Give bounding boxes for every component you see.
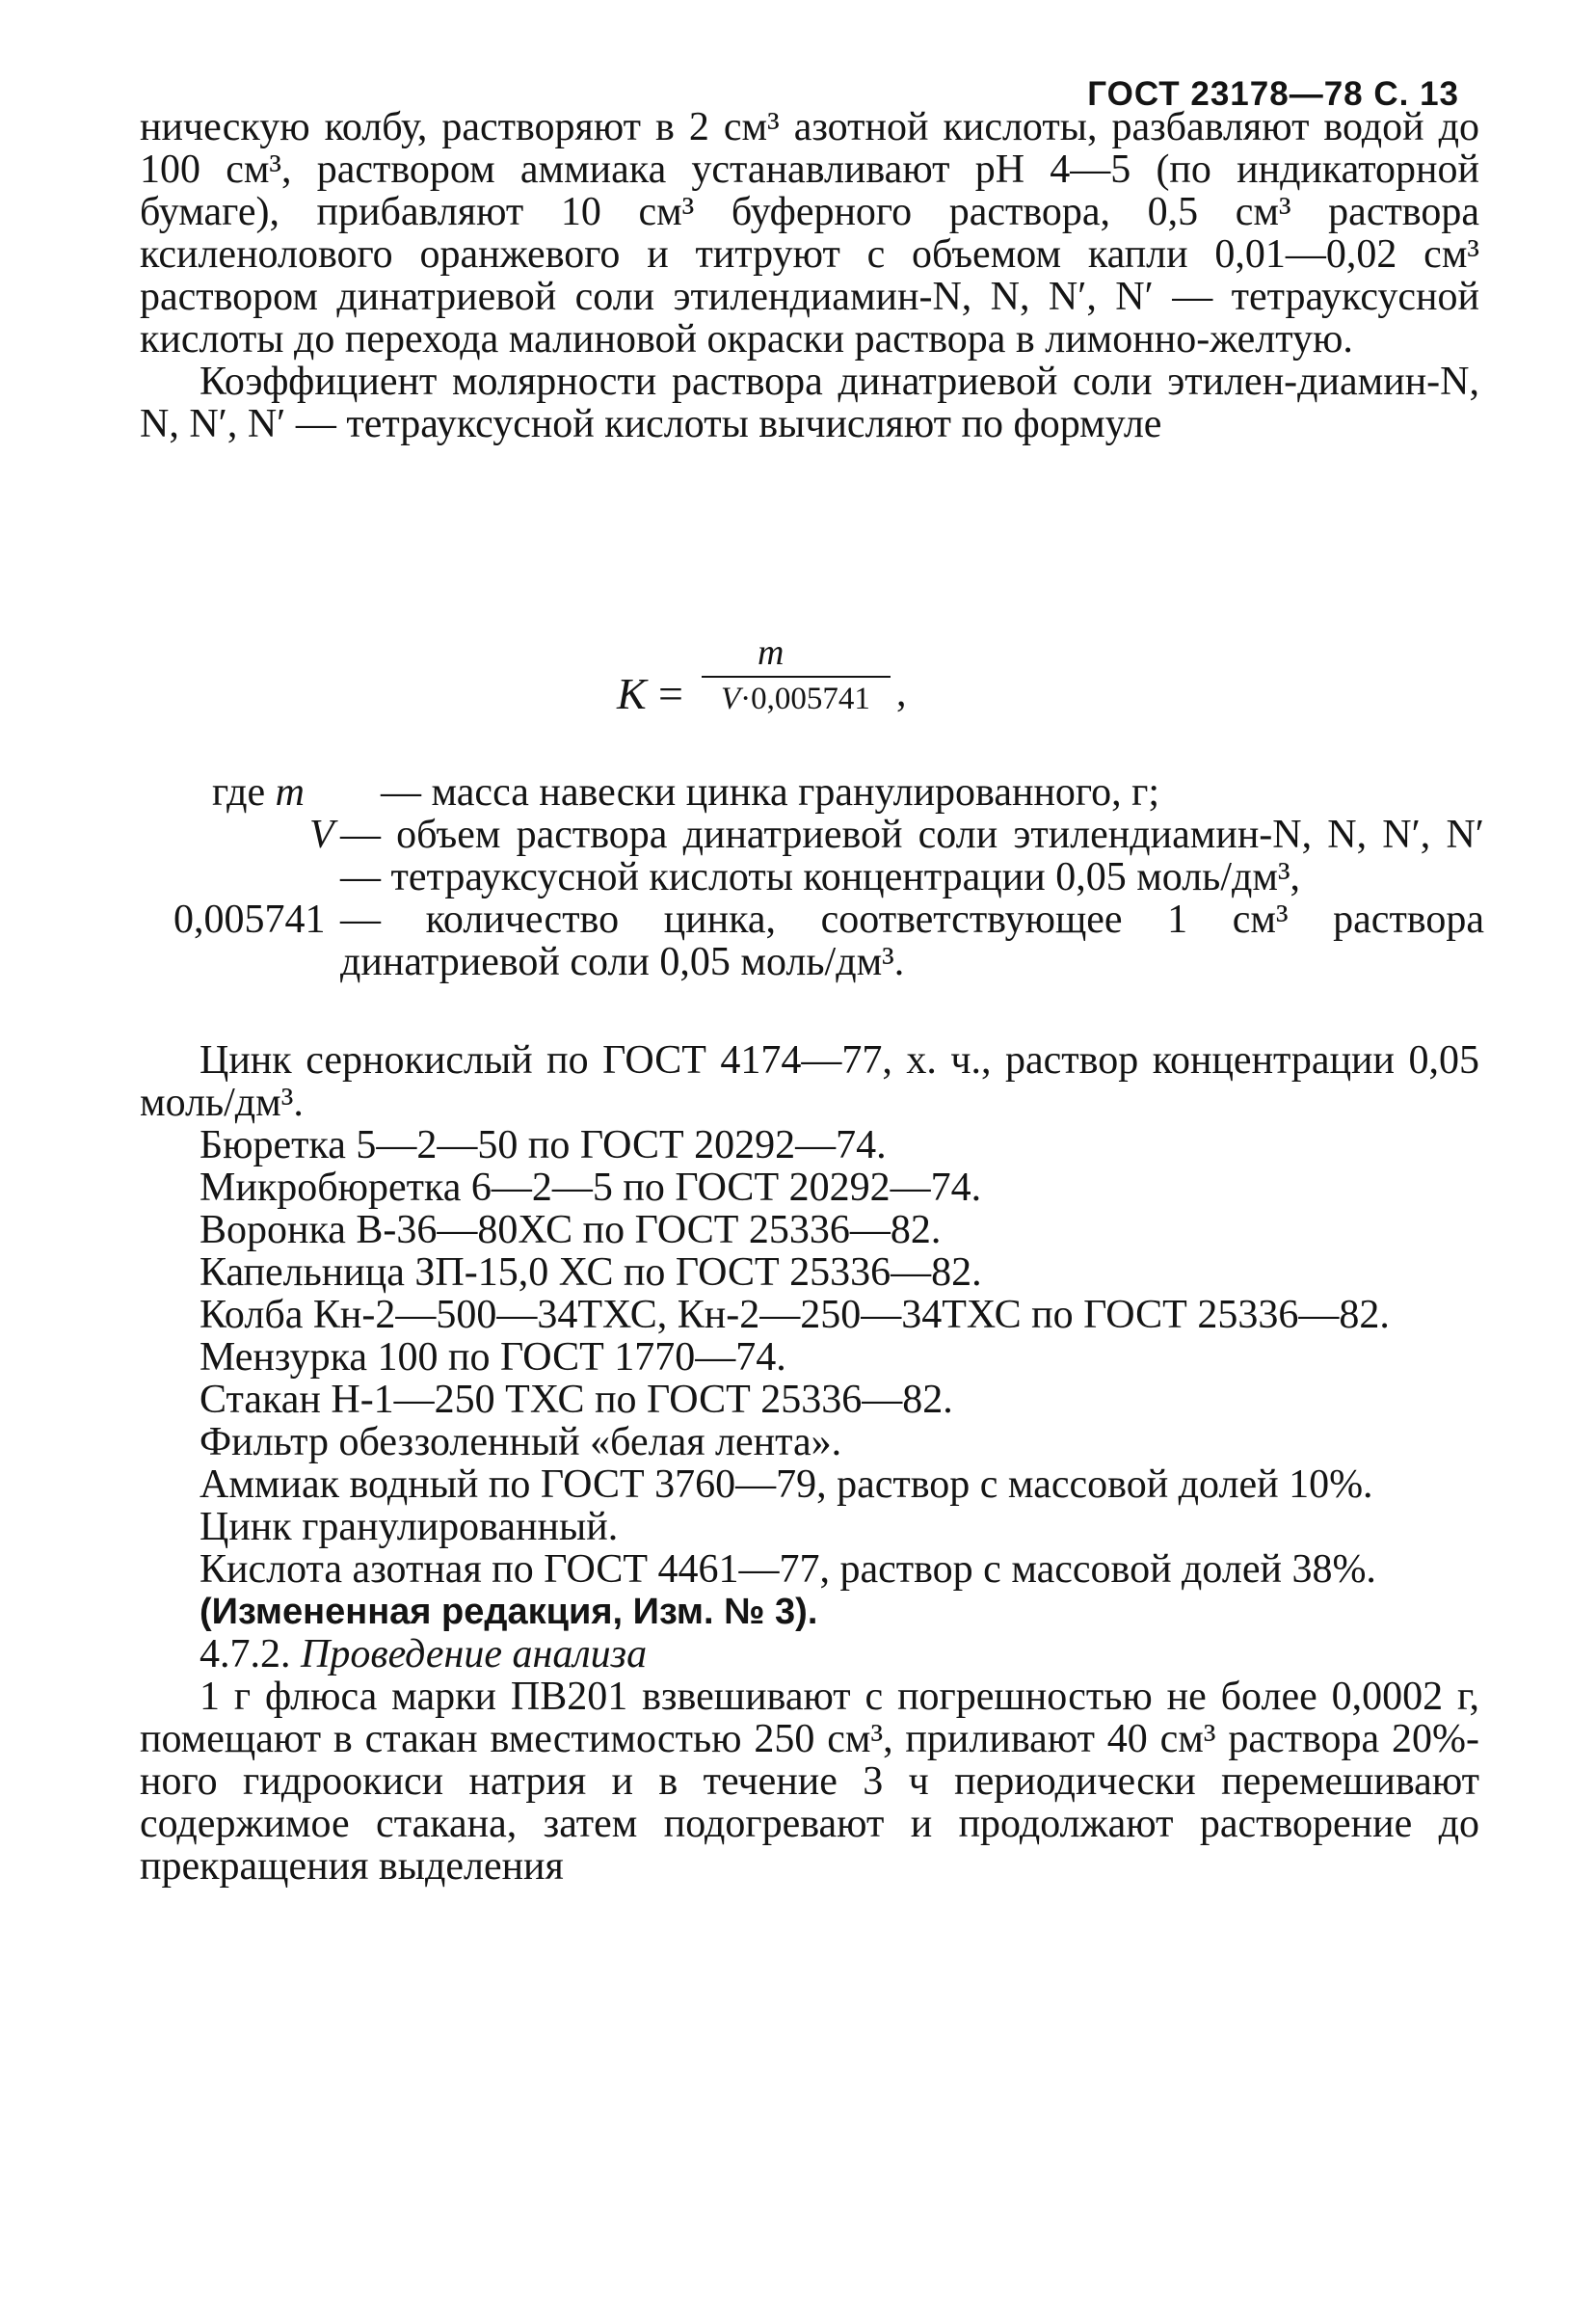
list-item: Цинк гранулированный. [200,1505,619,1549]
list-item: Кислота азотная по ГОСТ 4461—77, раствор с массовой долей 38%. [200,1547,1376,1592]
list-item: Капельница ЗП-15,0 ХС по ГОСТ 25336—82. [200,1250,982,1295]
where-row [140,771,1484,814]
list-item: Цинк сернокислый по ГОСТ 4174—77, х. ч., раствор концентрации 0,05 моль/дм³. [140,1038,1479,1125]
formula-numerator: m [758,632,785,673]
formula-denominator-var: V [721,682,741,716]
formula-denominator-rest: ·0,005741 [740,682,870,716]
formula-lhs: K [617,669,647,718]
list-item: Стакан Н-1—250 ТХС по ГОСТ 25336—82. [200,1378,953,1422]
where-text-constant: — количество цинка, соответствующее 1 см³ раствора динатриевой соли 0,05 моль/дм³. [340,898,1484,984]
list-item: Воронка В-36—80ХС по ГОСТ 25336—82. [200,1208,942,1252]
running-header: ГОСТ 23178—78 С. 13 [1087,75,1459,113]
list-item: Аммиак водный по ГОСТ 3760—79, раствор с массовой долей 10%. [200,1462,1373,1507]
where-text-m: — масса навески цинка гранулированного, г; [381,770,1160,815]
list-item: Микробюретка 6—2—5 по ГОСТ 20292—74. [200,1166,982,1210]
formula-equals: = [658,669,683,718]
where-symbol-m: m [275,770,305,815]
amendment-note: (Измененная редакция, Изм. № 3). [200,1592,818,1632]
paragraph-coefficient-intro: Коэффициент молярности раствора динатриевой соли этилен-диамин-N, N, N′, N′ — тетрауксусной кислоты вычисляют по формуле [140,360,1479,446]
where-row [140,898,1484,983]
list-item: Бюретка 5—2—50 по ГОСТ 20292—74. [200,1123,887,1167]
formula-denominator [721,682,870,717]
fraction-bar [702,676,891,678]
paragraph-analysis-procedure: 1 г флюса марки ПВ201 взвешивают с погрешностью не более 0,0002 г, помещают в стакан вместимостью 250 см³, приливают 40 см³ раствора 20%-ного гидроокиси натрия и в течение 3 ч периодически перемешивают содержимое стакана, затем подогревают и продолжают растворение до прекращения выделения [140,1675,1479,1889]
where-definitions [140,771,1484,983]
list-item: Колба Кн-2—500—34ТХС, Кн-2—250—34ТХС по ГОСТ 25336—82. [200,1293,1390,1337]
where-symbol-v: V [309,813,334,857]
reagents-and-apparatus [140,1039,1479,1888]
where-row [140,814,1484,898]
formula-trailing-comma: , [896,671,907,715]
section-heading [140,1633,1479,1676]
where-text-v: — объем раствора динатриевой соли этилендиамин-N, N, N′, N′ — тетрауксусной кислоты концентрации 0,05 моль/дм³, [340,813,1484,899]
paragraph-titration-procedure: ническую колбу, растворяют в 2 см³ азотной кислоты, разбавляют водой до 100 см³, раствором аммиака устанавливают pH 4—5 (по индикаторной бумаге), прибавляют 10 см³ буферного раствора, 0,5 см³ раствора ксиленолового оранжевого и титруют с объемом капли 0,01—0,02 см³ раствором динатриевой соли этилендиамин-N, N, N′, N′ — тетрауксусной кислоты до перехода малиновой окраски раствора в лимонно-желтую. [140,105,1479,362]
molarity-formula [0,631,1596,737]
section-number: 4.7.2. [200,1632,291,1676]
section-title: Проведение анализа [301,1632,648,1676]
where-intro: где m [212,770,305,815]
intro-text-block [140,106,1479,445]
where-symbol-constant: 0,005741 [173,898,326,942]
list-item: Мензурка 100 по ГОСТ 1770—74. [200,1335,786,1380]
list-item: Фильтр обеззоленный «белая лента». [200,1420,842,1464]
